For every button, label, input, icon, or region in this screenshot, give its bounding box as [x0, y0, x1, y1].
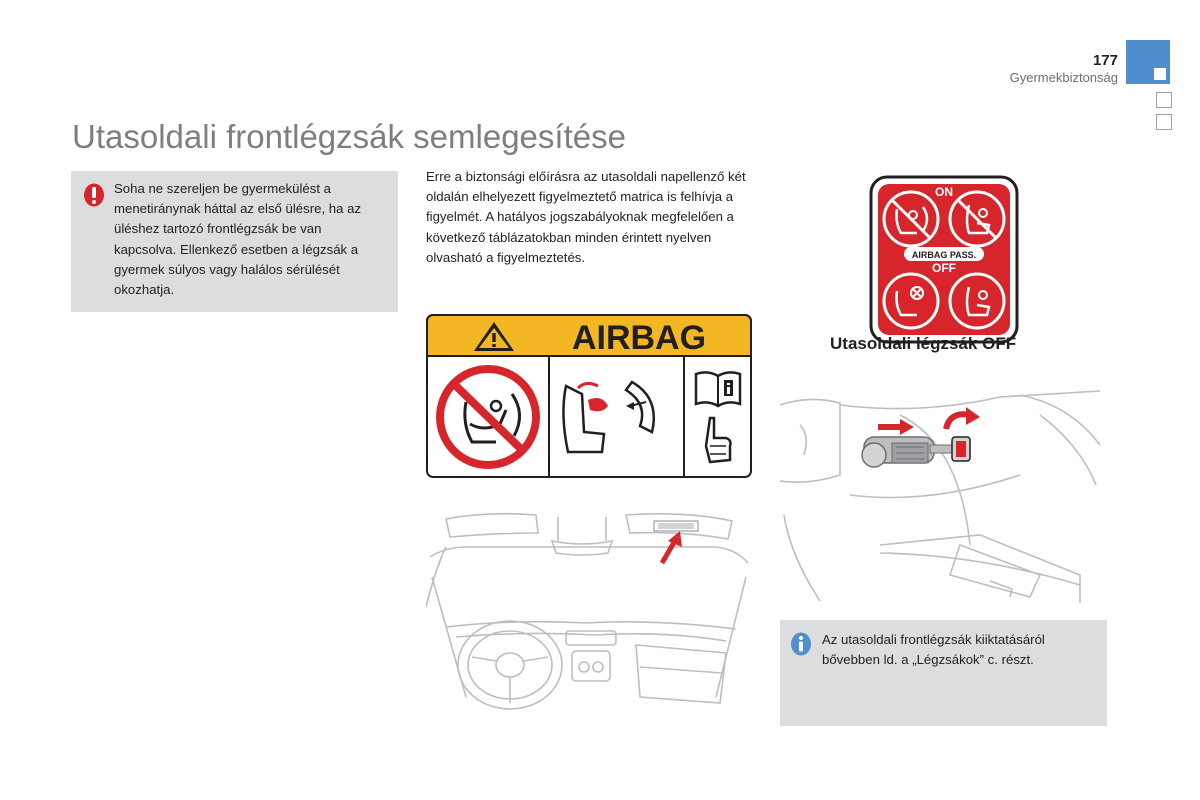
warning-text: Soha ne szereljen be gyermekülést a menetiránynak háttal az első ülésre, ha az üléshez tartozó frontlégzsák be van kapcsolva. Ellenkező esetben a légzsák a gyermek súlyos vagy halálos sérülését okozhatja. [114, 181, 362, 298]
airbag-off-caption: Utasoldali légzsák OFF [830, 334, 1017, 353]
on-label: ON [935, 185, 953, 199]
airbag-off-child-seat-icon [884, 274, 938, 328]
section-name: Gyermekbiztonság [1009, 70, 1118, 85]
rear-facing-seat-prohibited-icon [884, 192, 938, 246]
info-icon [790, 632, 812, 661]
airbag-label-heading: AIRBAG [571, 319, 707, 357]
chapter-tab-marker [1156, 92, 1172, 108]
warning-box [71, 171, 398, 312]
airbag-pass-label: AIRBAG PASS. [911, 250, 977, 260]
airbag-key-switch [862, 437, 970, 467]
forward-seat-allowed-icon [950, 274, 1004, 328]
intro-paragraph: Erre a biztonsági előírásra az utasoldali napellenző két oldalán elhelyezett figyelmeztető matrica is felhívja a figyelmét. A hatályos jogszabályoknak megfelelően a következő táblázatokban minden érintett nyelven olvasható a figyelmeztetés. [426, 169, 746, 265]
dashboard-illustration [426, 507, 752, 715]
chapter-tab-marker [1156, 114, 1172, 130]
forward-seat-prohibited-icon [950, 192, 1004, 246]
page-number: 177 [1092, 52, 1118, 69]
info-text: Az utasoldali frontlégzsák kiiktatásáról bővebben ld. a „Légzsákok” c. részt. [822, 632, 1045, 668]
airbag-pass-on-off-graphic [869, 175, 1019, 344]
insert-arrow-icon [878, 419, 914, 435]
chapter-tab-active [1126, 40, 1170, 84]
info-box [780, 620, 1107, 726]
page-title: Utasoldali frontlégzsák semlegesítése [72, 118, 626, 155]
airbag-switch-illustration [780, 385, 1106, 603]
turn-arrow-icon [946, 407, 980, 429]
exclamation-icon [83, 183, 105, 212]
airbag-warning-label [426, 314, 752, 478]
off-label: OFF [932, 261, 956, 275]
